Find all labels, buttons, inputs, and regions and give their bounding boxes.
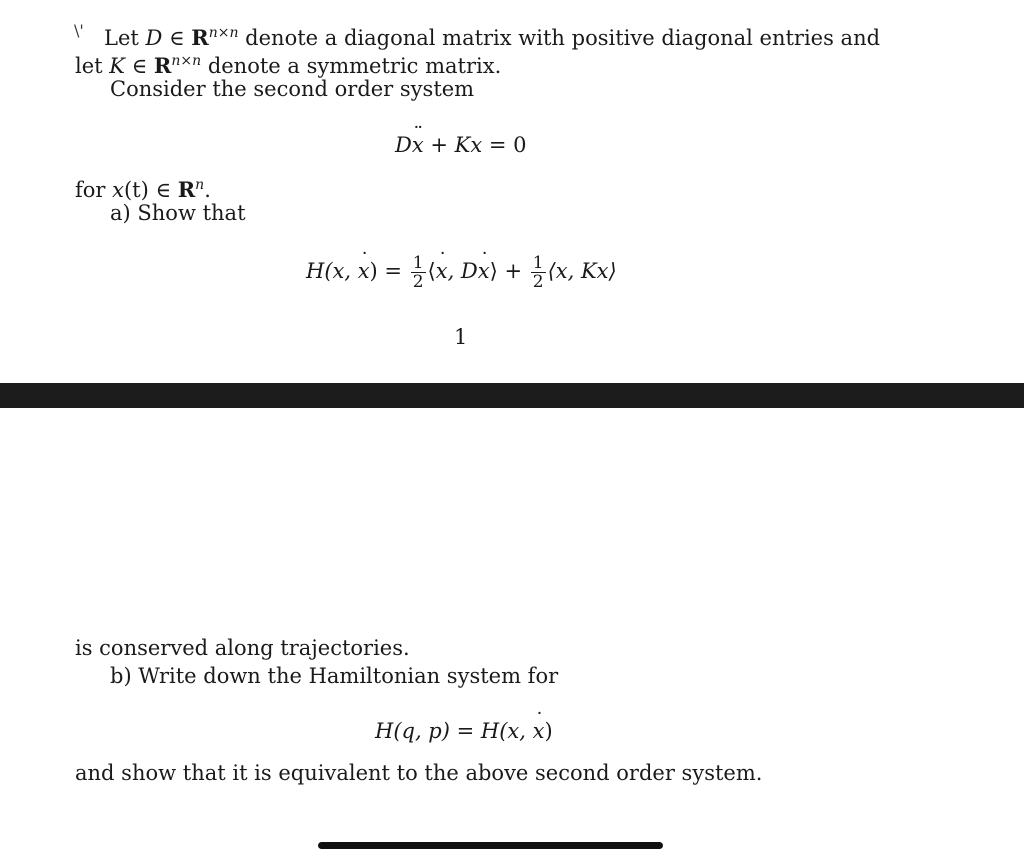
ham-frac-1: $\frac{1}{2}$	[412, 253, 424, 292]
for-text: for	[75, 178, 113, 202]
ham-term2: ⟨x, Kx⟩	[547, 259, 617, 283]
part-a-label: a) Show that	[110, 201, 246, 225]
text-denote-symmetric: denote a symmetric matrix.	[207, 54, 502, 78]
symbol-reals-2: R	[153, 53, 172, 78]
page-number: 1	[454, 325, 468, 349]
for-x: x	[112, 178, 124, 202]
ham-bracket-close: ⟩	[489, 259, 498, 283]
ham-x-dot-2: x ˙	[436, 257, 448, 285]
consider-text: Consider the second order system	[110, 77, 475, 101]
closing-text: and show that it is equivalent to the above second order system.	[75, 761, 763, 785]
eq1-rhs: = 0	[482, 133, 527, 157]
symbol-dims: n×n	[208, 25, 239, 41]
symbol-k: K	[109, 54, 125, 78]
equation-second-order	[395, 131, 527, 159]
ham-x-dot: x ˙	[358, 257, 370, 285]
part-b-label: b) Write down the Hamiltonian system for	[110, 664, 559, 688]
ham-lhs: H(x,	[306, 259, 358, 283]
symbol-dims-2: n×n	[171, 53, 202, 69]
home-indicator[interactable]	[318, 842, 663, 849]
symbol-reals: R	[191, 25, 209, 50]
equation-hamiltonian	[306, 254, 617, 291]
symbol-d: D	[145, 26, 163, 50]
eq1-x-ddot: x ¨	[412, 131, 424, 159]
ham-frac-2: $\frac{1}{2}$	[532, 253, 544, 292]
ham-x-dot-3: x ˙	[478, 257, 490, 285]
text-let-lower: let	[75, 54, 103, 78]
for-n: n	[195, 177, 205, 193]
eq2-x-dot: x ˙	[533, 717, 545, 745]
for-period: .	[204, 178, 211, 202]
eq1-d: D	[395, 133, 412, 157]
ham-plus: +	[497, 259, 529, 283]
corner-mark: \'	[74, 21, 84, 40]
for-t: (t) ∈	[123, 178, 178, 202]
eq1-plus: +	[423, 133, 455, 157]
eq1-x: x	[470, 133, 483, 157]
eq1-k: K	[454, 133, 471, 157]
ham-term1-mid: , D	[447, 259, 478, 283]
symbol-in: ∈	[169, 26, 185, 50]
eq2-lhs: H(q, p) = H(x,	[375, 719, 533, 743]
equation-hamiltonian-qp	[375, 717, 553, 745]
ham-lhs-close: ) =	[369, 259, 409, 283]
symbol-in-2: ∈	[131, 54, 148, 78]
ham-bracket-open: ⟨	[427, 259, 436, 283]
text-denote-diagonal: denote a diagonal matrix with positive diagonal entries and	[245, 26, 881, 50]
conserved-text: is conserved along trajectories.	[75, 636, 410, 660]
page-divider	[0, 383, 1024, 408]
for-reals: R	[177, 177, 196, 202]
eq2-close: )	[544, 719, 553, 743]
text-let: Let	[104, 26, 139, 50]
